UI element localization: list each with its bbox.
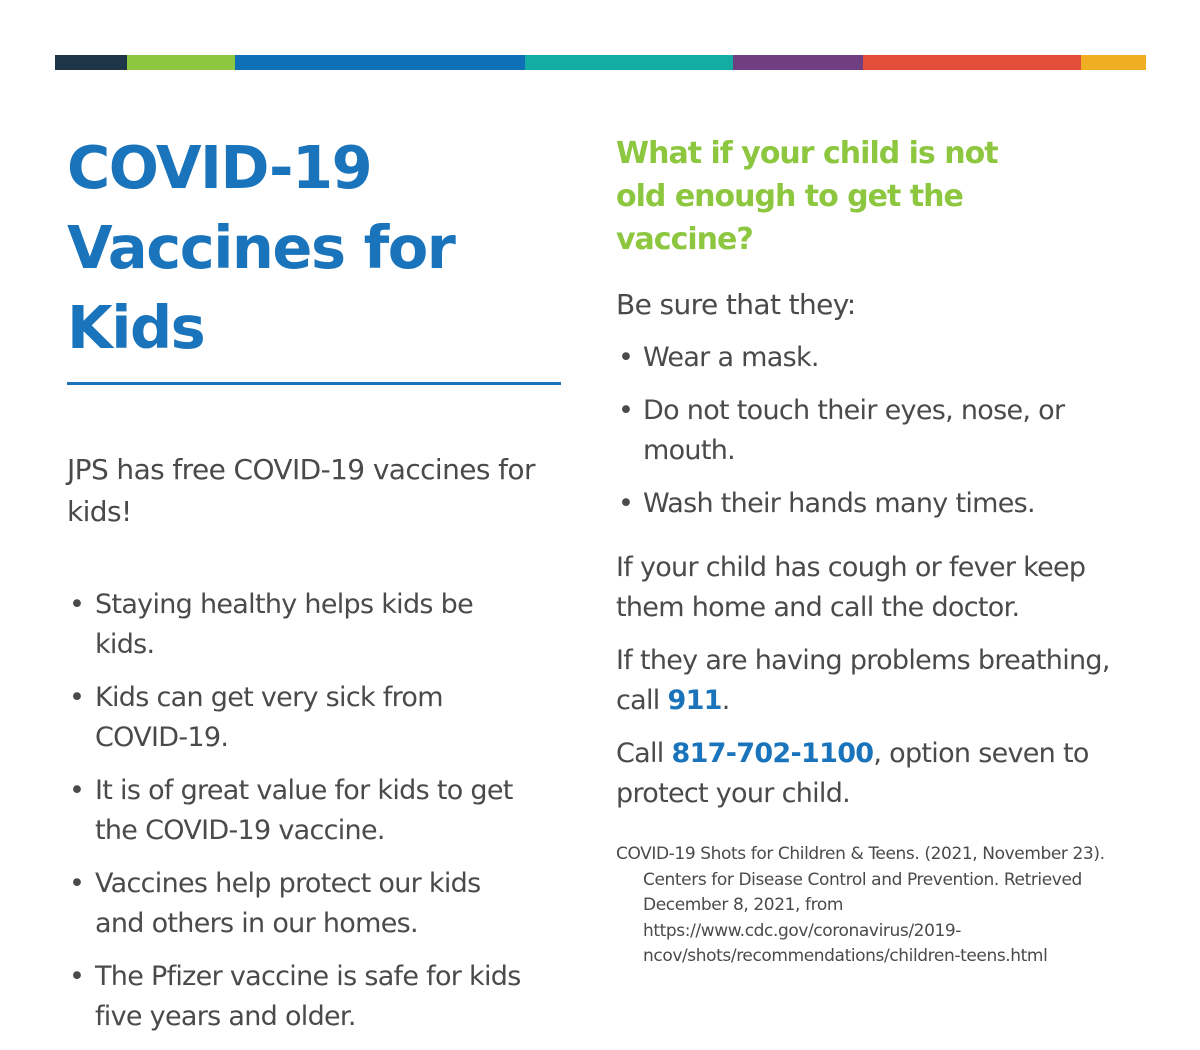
list-item-text: Wash their hands many times. (643, 488, 1035, 519)
breathing-advice-end: . (721, 685, 730, 716)
list-item (616, 484, 1113, 524)
stripe-navy (55, 55, 127, 70)
bullet-icon: • (618, 342, 634, 373)
benefits-list (67, 585, 567, 1037)
left-column (67, 128, 567, 1050)
bullet-icon: • (618, 488, 634, 519)
call-advice-end: , option seven to protect your child. (616, 738, 1089, 809)
list-item-text: Staying healthy helps kids be kids. (95, 589, 474, 660)
emergency-number: 911 (667, 685, 722, 716)
section-heading: What if your child is not old enough to get the vaccine? (616, 136, 998, 257)
bullet-icon: • (69, 589, 85, 620)
list-item (67, 585, 535, 665)
color-stripe-bar (55, 55, 1146, 70)
stripe-green (127, 55, 235, 70)
title-line-2: Vaccines for Kids (67, 213, 455, 362)
list-item (67, 678, 535, 758)
list-item-text: Do not touch their eyes, nose, or mouth. (643, 395, 1065, 466)
bullet-icon: • (69, 682, 85, 713)
list-item-text: Wear a mask. (643, 342, 819, 373)
list-item (616, 338, 1113, 378)
list-item (67, 864, 535, 944)
stripe-purple (733, 55, 863, 70)
call-advice-text: Call (616, 738, 672, 769)
citation: COVID-19 Shots for Children & Teens. (2021, November 23). Centers for Disease Control and Prevention. Retrieved December 8, 2021, from https://www.cdc.gov/coronavirus/2019-ncov/shots/recommendations/children-teens.html (616, 844, 1105, 966)
list-item-text: Vaccines help protect our kids and others in our homes. (95, 868, 481, 939)
call-advice (616, 734, 1131, 814)
breathing-advice (616, 641, 1131, 721)
page-title (67, 128, 567, 368)
list-item-text: Kids can get very sick from COVID-19. (95, 682, 443, 753)
breathing-advice-text: If they are having problems breathing, call (616, 645, 1110, 716)
title-underline (67, 382, 561, 385)
precautions-list (616, 338, 1146, 524)
stripe-teal (525, 55, 733, 70)
bullet-icon: • (69, 868, 85, 899)
bullet-icon: • (69, 961, 85, 992)
phone-number: 817-702-1100 (671, 738, 874, 769)
title-line-1: COVID-19 (67, 133, 372, 202)
stripe-blue (235, 55, 525, 70)
list-item (616, 391, 1113, 471)
bullet-icon: • (618, 395, 634, 426)
intro-text: JPS has free COVID-19 vaccines for kids! (67, 453, 535, 528)
list-item-text: The Pfizer vaccine is safe for kids five years and older. (95, 961, 521, 1032)
lead-text: Be sure that they: (616, 288, 856, 321)
list-item (67, 957, 535, 1037)
stripe-yellow (1081, 55, 1146, 70)
list-item (67, 771, 535, 851)
list-item-text: It is of great value for kids to get the COVID-19 vaccine. (95, 775, 513, 846)
fever-advice: If your child has cough or fever keep them home and call the doctor. (616, 552, 1086, 623)
bullet-icon: • (69, 775, 85, 806)
right-column (616, 132, 1146, 970)
stripe-red (863, 55, 1081, 70)
